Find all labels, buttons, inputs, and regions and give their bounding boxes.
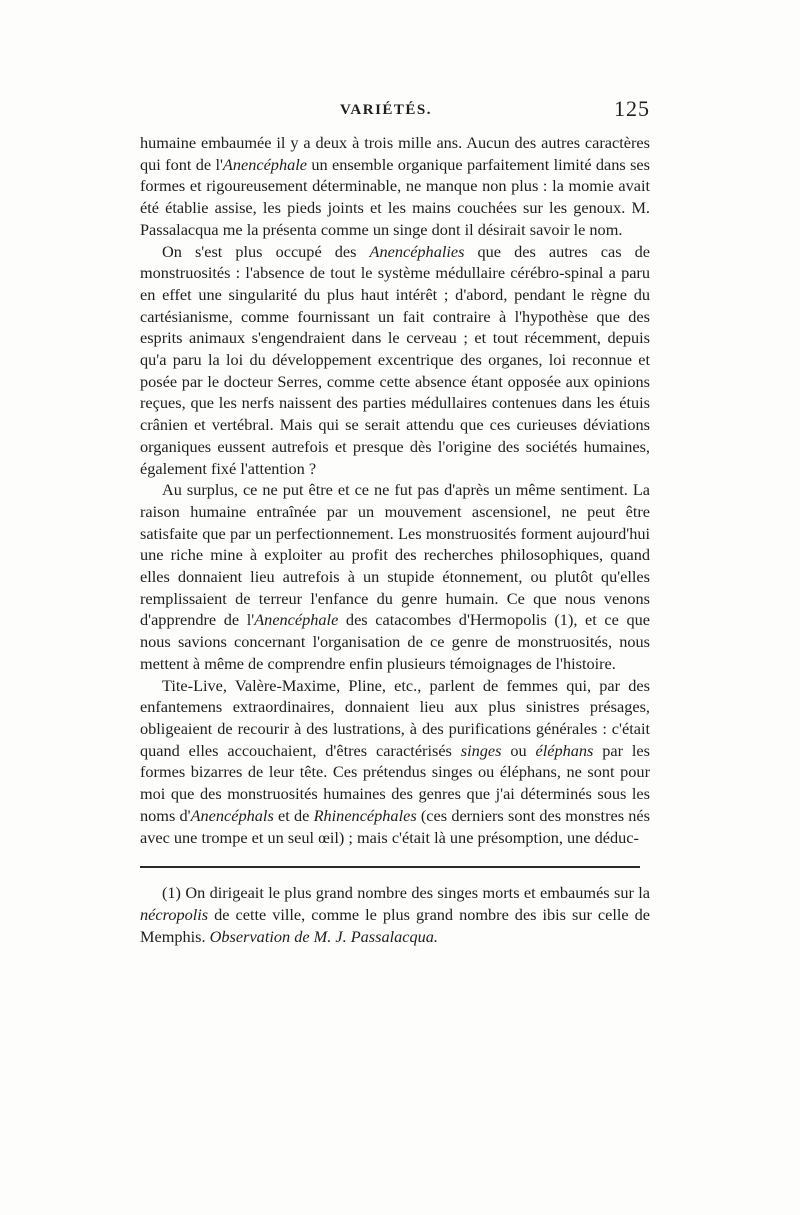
- paragraph-2-segment-2: que des autres cas de monstruosités : l'absence de tout le système médullaire cérébro-spinal a paru en effet une singularité du plus haut intérêt ; d'abord, pendant le règne du cartésianisme, comme fournissant un fait contraire à l'hypothèse que des esprits animaux s'engendraient dans le cerveau ; et tout récemment, depuis qu'a paru la loi du développement excentrique des organes, loi reconnue et posée par le docteur Serres, comme cette absence étant opposée aux opinions reçues, que les nerfs naissent des parties médullaires contenues dans les étuis crânien et vertébral. Mais qui se serait attendu que ces curieuses déviations organiques eussent autrefois et presque dès l'origine des sociétés humaines, également fixé l'attention ?: [140, 241, 650, 478]
- footnote: [140, 882, 650, 948]
- paragraph-2-segment-0: On s'est plus occupé des: [162, 241, 370, 261]
- paragraph-4-segment-3: éléphans: [535, 740, 594, 760]
- paragraph-4-segment-0: Tite-Live, Valère-Maxime, Pline, etc., parlent de femmes qui, par des enfantemens extraordinaires, donnaient lieu aux plus sinistres présages, obligeaient de recourir à des lustrations, à des purifications générales : c'était quand elles accouchaient, d'êtres caractérisés: [140, 675, 650, 760]
- page-header: [140, 96, 650, 132]
- footnote-rule: [140, 866, 640, 868]
- paragraph-2: [140, 241, 650, 480]
- footnote-segment-0: (1) On dirigeait le plus grand nombre des singes morts et embaumés sur la: [162, 883, 650, 903]
- footnote-segment-3: Observation de M. J. Passalacqua.: [209, 927, 439, 947]
- paragraph-4: [140, 675, 650, 849]
- paragraph-4-segment-5: Anencéphals: [190, 805, 274, 825]
- paragraph-3-segment-0: Au surplus, ce ne put être et ce ne fut pas d'après un même sentiment. La raison humaine entraînée par un mouvement ascensionel, ne peut être satisfaite que par un perfectionnement. Les monstruosités forment aujourd'hui une riche mine à exploiter au profit des recherches philosophiques, quand elles donnaient lieu autrefois à un stupide étonnement, ou plutôt qu'elles remplissaient de terreur l'enfance du genre humain. Ce que nous venons d'apprendre de l': [140, 480, 650, 630]
- paragraph-2-segment-1: Anencéphalies: [369, 241, 465, 261]
- main-text: [140, 132, 650, 848]
- paragraph-4-segment-6: et de: [273, 805, 314, 825]
- paragraph-3: [140, 479, 650, 674]
- paragraph-3-segment-2: des catacombes d'Hermopolis (1), et ce que nous savions concernant l'organisation de ce genre de monstruosités, nous mettent à même de comprendre enfin plusieurs témoignages de l'histoire.: [140, 610, 650, 673]
- footnote-segment-1: nécropolis: [140, 905, 209, 925]
- book-page: [140, 96, 650, 948]
- paragraph-4-segment-2: ou: [501, 740, 536, 760]
- page-number: 125: [614, 96, 650, 121]
- running-title: VARIÉTÉS.: [340, 102, 433, 118]
- paragraph-4-segment-7: Rhinencéphales: [313, 805, 417, 825]
- paragraph-4-segment-1: singes: [460, 740, 502, 760]
- paragraph-1-segment-2: un ensemble organique parfaitement limité dans ses formes et rigoureusement déterminable, ne manque non plus : la momie avait été établie assise, les pieds joints et les mains couchées sur les genoux. M. Passalacqua me la présenta comme un singe dont il désirait savoir le nom.: [140, 154, 650, 239]
- paragraph-1-segment-0: humaine embaumée il y a deux à trois mille ans. Aucun des autres caractères qui font de l': [140, 133, 650, 174]
- paragraph-4-segment-8: (ces derniers sont des monstres nés avec une trompe et un seul œil) ; mais c'était là une présomption, une déduc-: [140, 805, 650, 847]
- paragraph-3-segment-1: Anencéphale: [254, 610, 339, 630]
- footnote-segment-2: de cette ville, comme le plus grand nombre des ibis sur celle de Memphis.: [140, 905, 650, 947]
- paragraph-1: [140, 132, 650, 241]
- paragraph-4-segment-4: par les formes bizarres de leur tête. Ces prétendus singes ou éléphans, ne sont pour moi que des monstruosités humaines des genres que j'ai déterminés sous les noms d': [140, 740, 650, 825]
- paragraph-1-segment-1: Anencéphale: [222, 154, 307, 174]
